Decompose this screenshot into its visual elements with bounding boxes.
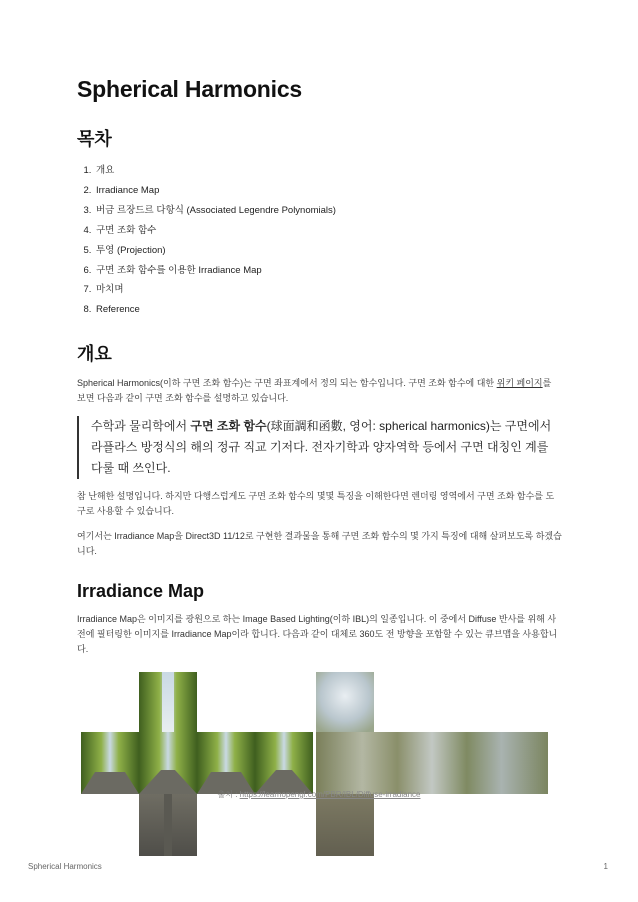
toc-item[interactable]: 1. 개요 bbox=[94, 161, 562, 181]
overview-paragraph-2: 참 난해한 설명입니다. 하지만 다행스럽게도 구면 조화 함수의 몇몇 특징을 이해한다면 렌더링 영역에서 구면 조화 함수를 도구로 사용할 수 있습니다. bbox=[77, 491, 555, 517]
overview-heading: 개요 bbox=[77, 344, 112, 365]
toc-item[interactable]: 8. Reference bbox=[94, 300, 562, 320]
overview-p1-text-end: 를 보면 다음과 같이 구면 조화 함수를 설명하고 있습니다. bbox=[77, 378, 552, 404]
source-link[interactable]: https://learnopengl.com/PBR/IBL/Diffuse-irradiance bbox=[239, 790, 421, 799]
wiki-link[interactable]: 위키 페이지 bbox=[496, 378, 543, 389]
overview-p1-text: Spherical Harmonics(이하 구면 조화 함수)는 구면 좌표계에서 정의 되는 함수입니다. 구면 조화 함수에 대한 bbox=[77, 378, 497, 389]
overview-paragraph-1 bbox=[77, 376, 562, 406]
wiki-quote bbox=[77, 416, 562, 479]
page-number: 1 bbox=[603, 862, 608, 871]
figure-caption bbox=[0, 789, 638, 800]
toc-item[interactable]: 6. 구면 조화 함수를 이용한 Irradiance Map bbox=[94, 261, 562, 281]
toc-heading: 목차 bbox=[77, 129, 112, 149]
toc-list bbox=[77, 161, 562, 320]
page-title: Spherical Harmonics bbox=[77, 76, 303, 102]
footer-title: Spherical Harmonics bbox=[28, 862, 102, 871]
overview-paragraph-3: 여기서는 Irradiance Map을 Direct3D 11/12로 구현한 결과물을 통해 구면 조화 함수의 몇 가지 특징에 대해 살펴보도록 하겠습니다. bbox=[77, 531, 562, 557]
quote-text-end: (球面調和函數, 영어: spherical harmonics)는 구면에서 라플라스 방정식의 해의 정규 직교 기저다. 전자기학과 양자역학 등에서 구면 대칭인 계를 다룰 때 쓰인다. bbox=[91, 419, 552, 476]
irradiance-cubemap-image bbox=[315, 672, 555, 856]
irradiance-heading: Irradiance Map bbox=[77, 581, 205, 602]
cubemap-figure bbox=[77, 672, 562, 856]
toc-item[interactable]: 4. 구면 조화 함수 bbox=[94, 221, 562, 241]
environment-cubemap-image bbox=[80, 672, 320, 856]
quote-bold-term: 구면 조화 함수 bbox=[190, 419, 267, 434]
quote-text: 수학과 물리학에서 bbox=[91, 419, 191, 434]
irradiance-paragraph-1: Irradiance Map은 이미지를 광원으로 하는 Image Based Lighting(이하 IBL)의 일종입니다. 이 중에서 Diffuse 반사를 위해 사전에 필터링한 이미지를 Irradiance Map이라 합니다. 다음과 같이 대체로 360도 전 방향을 포함할 수 있는 큐브맵을 사용합니다. bbox=[77, 614, 558, 655]
toc-item[interactable]: 2. Irradiance Map bbox=[94, 181, 562, 201]
toc-item[interactable]: 3. 버금 르장드르 다항식 (Associated Legendre Polynomials) bbox=[94, 201, 562, 221]
caption-prefix: 출처 : bbox=[217, 790, 240, 799]
toc-item[interactable]: 7. 마치며 bbox=[94, 280, 562, 300]
document-body bbox=[77, 76, 562, 856]
toc-item[interactable]: 5. 투영 (Projection) bbox=[94, 241, 562, 261]
